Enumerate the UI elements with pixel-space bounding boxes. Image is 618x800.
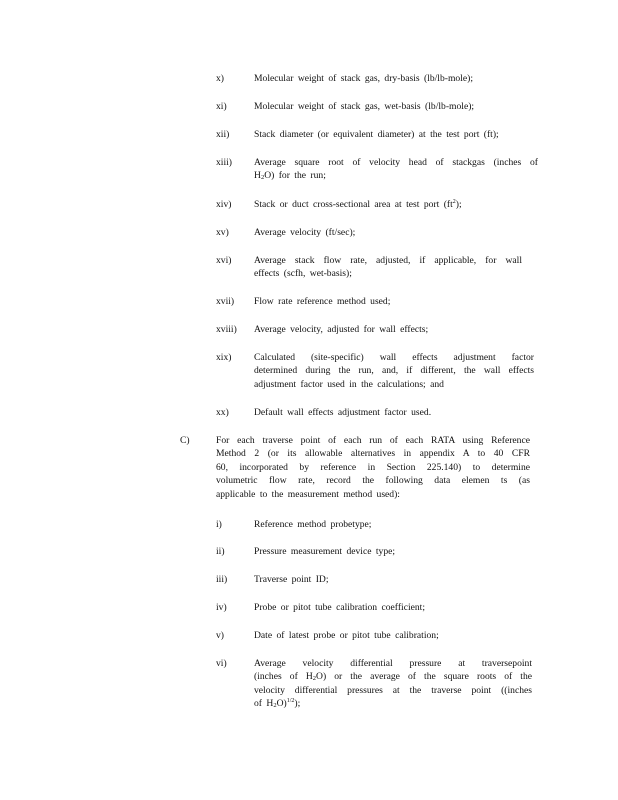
section-label: C) [180,435,190,446]
item-number: xviii) [216,324,237,335]
item-number: v) [216,630,224,641]
paragraph-line: Method 2 (or its allowable alternatives in appendix A to 40 CFR [216,448,530,460]
item-text-continued: adjustment factor used in the calculations; and [254,378,444,390]
paragraph-line: 60, incorporated by reference in Section 225.140) to determine [216,461,530,473]
item-number: iii) [216,574,228,585]
item-text-continued: velocity differential pressures at the traverse point ((inches [254,684,532,696]
item-text-continued: determined during the run, and, if different, the wall effects [254,365,534,377]
item-text-continued: $H_2O$) for the run; [254,170,326,182]
item-number: xiii) [216,157,232,168]
item-number: i) [216,519,222,530]
item-text: Calculated (site-specific) wall effects adjustment factor [254,352,534,363]
item-number: vi) [216,658,227,669]
item-text: Pressure measurement device type; [254,546,396,557]
item-text-continued: (inches of $H_2O$) or the average of the square roots of the [254,671,532,683]
item-text: Date of latest probe or pitot tube calibration; [254,630,439,641]
item-text: Traverse point ID; [254,574,329,585]
paragraph-line: For each traverse point of each run of each RATA using Reference [216,435,530,446]
item-number: x) [216,73,224,84]
item-text: Average velocity, adjusted for wall effects; [254,324,429,335]
item-text: Molecular weight of stack gas, dry-basis (lb/lb-mole); [254,73,474,84]
item-text: Average velocity (ft/sec); [254,227,356,238]
item-text: Reference method probetype; [254,519,372,530]
item-text: Average velocity differential pressure at traversepoint [254,658,532,669]
item-number: xix) [216,352,232,363]
item-text: Probe or pitot tube calibration coefficient; [254,602,425,613]
item-text: Stack diameter (or equivalent diameter) at the test port (ft); [254,129,499,140]
item-number: ii) [216,546,225,557]
item-text: Average stack flow rate, adjusted, if applicable, for wall [254,255,522,266]
item-text: Molecular weight of stack gas, wet-basis (lb/lb-mole); [254,101,475,112]
item-number: iv) [216,602,227,613]
item-number: xx) [216,407,229,418]
item-number: xv) [216,227,229,238]
item-text-continued: of $H_2O)^{1/2}$); [254,698,301,710]
item-text: Stack or duct cross-sectional area at test port $(ft^2)$; [254,199,462,210]
item-text: Flow rate reference method used; [254,296,391,307]
paragraph-line: volumetric flow rate, record the following data elemen ts (as [216,475,530,487]
item-text-continued: effects (scfh, wet-basis); [254,268,352,280]
item-text: Default wall effects adjustment factor used. [254,407,432,418]
item-number: xii) [216,129,230,140]
item-number: xi) [216,101,227,112]
item-number: xiv) [216,199,232,210]
item-text: Average square root of velocity head of stackgas (inches of [254,157,538,168]
item-number: xvi) [216,255,232,266]
paragraph-line: applicable to the measurement method used): [216,488,400,500]
item-number: xvii) [216,296,235,307]
